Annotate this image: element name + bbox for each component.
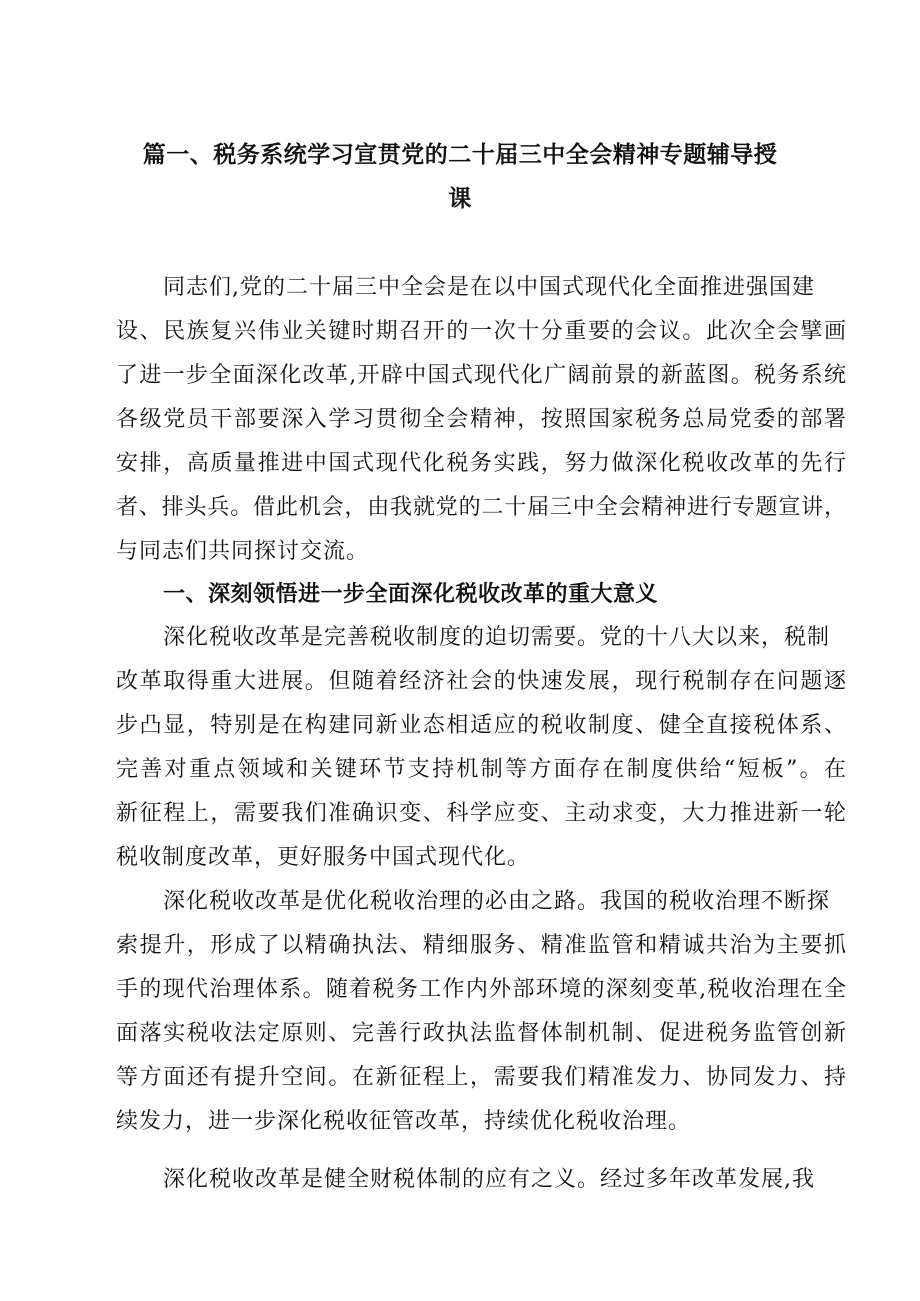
paragraph-1-line: 设、民族复兴伟业关键时期召开的一次十分重要的会议。此次全会擘画 (116, 319, 846, 344)
paragraph-3-line: 深化税收改革是优化税收治理的必由之路。我国的税收治理不断探 (163, 889, 831, 914)
paragraph-3-line: 续发力，进一步深化税收征管改革，持续优化税收治理。 (116, 1109, 692, 1134)
document-title-line-1: 篇一、税务系统学习宣贯党的二十届三中全会精神专题辅导授 (142, 142, 778, 168)
paragraph-2-line: 新征程上，需要我们准确识变、科学应变、主动求变，大力推进新一轮 (116, 801, 846, 826)
paragraph-1-line: 了进一步全面深化改革,开辟中国式现代化广阔前景的新蓝图。税务系统 (116, 363, 846, 388)
paragraph-3-line: 索提升，形成了以精确执法、精细服务、精准监管和精诚共治为主要抓 (116, 933, 846, 958)
paragraph-3-line: 手的现代治理体系。随着税务工作内外部环境的深刻变革,税收治理在全 (116, 977, 846, 1002)
document-title-line-2: 课 (448, 186, 472, 212)
paragraph-1-line: 同志们,党的二十届三中全会是在以中国式现代化全面推进强国建 (163, 275, 815, 300)
paragraph-2-line: 步凸显，特别是在构建同新业态相适应的税收制度、健全直接税体系、 (116, 713, 846, 738)
paragraph-1-line: 者、排头兵。借此机会，由我就党的二十届三中全会精神进行专题宣讲， (116, 495, 846, 520)
paragraph-4-line: 深化税收改革是健全财税体制的应有之义。经过多年改革发展,我 (163, 1167, 815, 1192)
paragraph-2-line: 税收制度改革，更好服务中国式现代化。 (116, 845, 531, 870)
paragraph-2-line: 深化税收改革是完善税收制度的迫切需要。党的十八大以来，税制 (163, 625, 831, 650)
paragraph-1-line: 各级党员干部要深入学习贯彻全会精神，按照国家税务总局党委的部署 (116, 407, 846, 432)
paragraph-1-line: 安排，高质量推进中国式现代化税务实践，努力做深化税收改革的先行 (116, 451, 846, 476)
paragraph-2-line: 完善对重点领域和关键环节支持机制等方面存在制度供给“短板”。在 (116, 757, 846, 782)
paragraph-3-line: 面落实税收法定原则、完善行政执法监督体制机制、促进税务监管创新 (116, 1021, 846, 1046)
section-1-heading: 一、深刻领悟进一步全面深化税收改革的重大意义 (163, 582, 659, 607)
paragraph-2-line: 改革取得重大进展。但随着经济社会的快速发展，现行税制存在问题逐 (116, 669, 846, 694)
paragraph-1-line: 与同志们共同探讨交流。 (116, 539, 370, 564)
paragraph-3-line: 等方面还有提升空间。在新征程上，需要我们精准发力、协同发力、持 (116, 1065, 846, 1090)
